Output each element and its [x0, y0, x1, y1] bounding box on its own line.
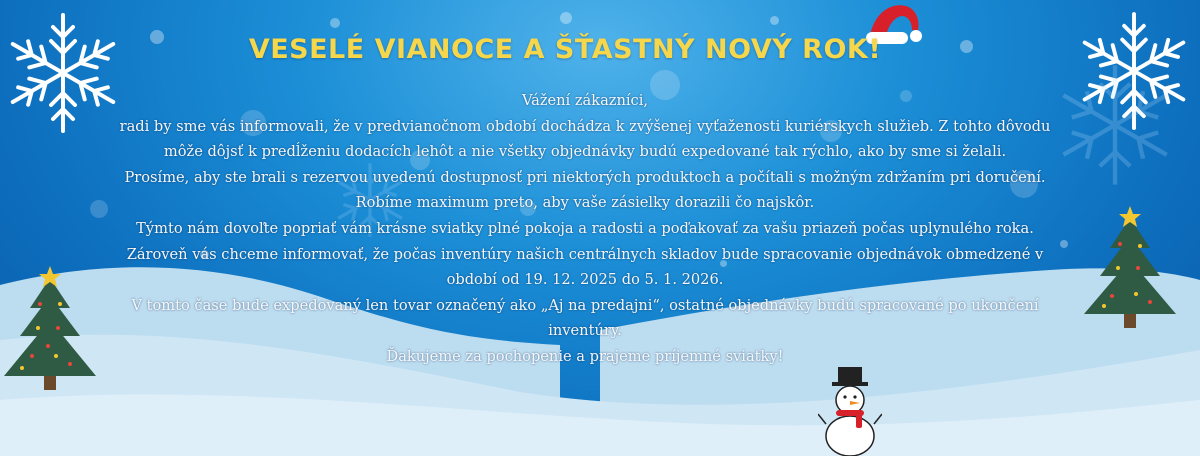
snowflake-icon [8, 10, 118, 136]
message-paragraph: radi by sme vás informovali, že v predvianočnom období dochádza k zvýšenej vyťaženosti kuriérskych služieb. Z tohto dôvodu môže dôjsť k predĺženiu dodacích lehôt a nie všetky objednávky budú expedované tak rýchlo, ako by sme si želali. [119, 117, 1051, 161]
christmas-tree-icon [0, 264, 100, 392]
message-paragraph: Zároveň vás chceme informovať, že počas inventúry našich centrálnych skladov bude spracovanie objednávok obmedzené v období od 19. 12. 2025 do 5. 1. 2026. [126, 245, 1044, 289]
snowman-icon [818, 364, 882, 456]
christmas-tree-icon [1080, 204, 1180, 330]
snowflake-icon [1050, 60, 1180, 190]
message-paragraph: Týmto nám dovoľte popriať vám krásne sviatky plné pokoja a radosti a poďakovať za vašu priazeň počas uplynulého roka. [136, 219, 1034, 237]
message-paragraph: Prosíme, aby ste brali s rezervou uvedenú dostupnosť pri niektorých produktoch a počítali s možným zdržaním pri doručení. Robíme maximum preto, aby vaše zásielky dorazili čo najskôr. [124, 168, 1046, 212]
banner-title: VESELÉ VIANOCE A ŠŤASTNÝ NOVÝ ROK! [248, 34, 882, 65]
announcement-text [110, 88, 1060, 370]
closing-line: Ďakujeme za pochopenie a prajeme príjemné sviatky! [386, 347, 784, 365]
greeting-line: Vážení zákazníci, [521, 92, 649, 109]
message-paragraph: V tomto čase bude expedovaný len tovar označený ako „Aj na predajni“, ostatné objednávky budú spracované po ukončení inventúry. [131, 296, 1039, 340]
